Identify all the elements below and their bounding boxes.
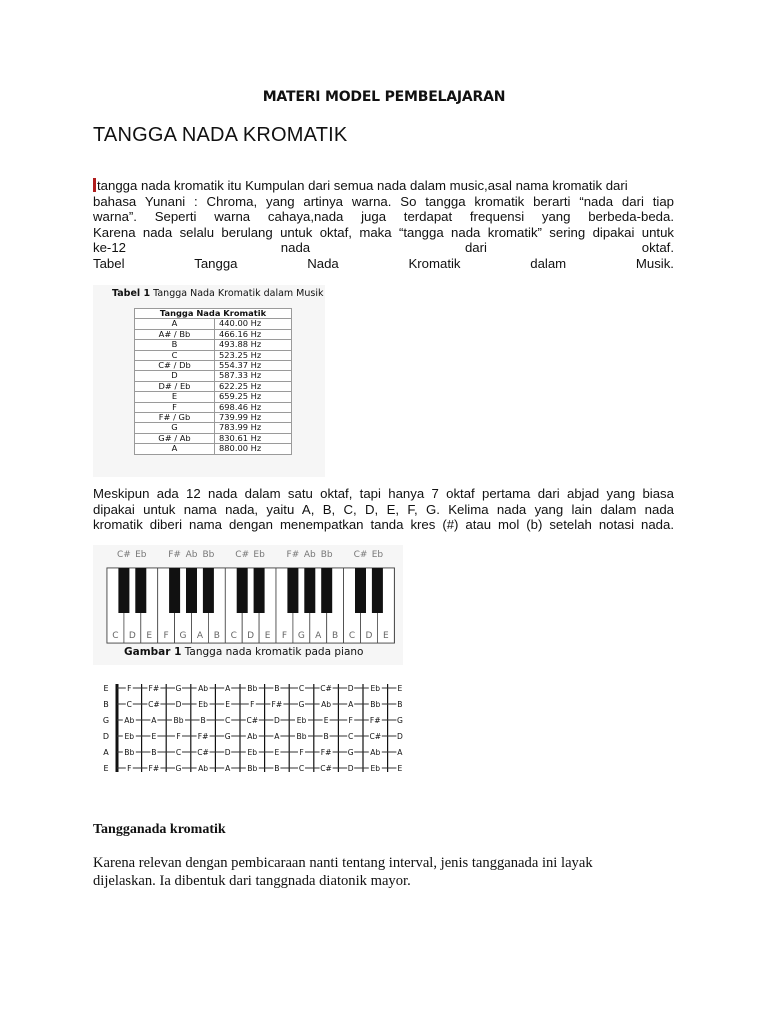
table-row bbox=[135, 402, 292, 412]
fret-note: A bbox=[225, 764, 231, 773]
note-cell: D bbox=[135, 371, 215, 381]
frequency-cell: 659.25 Hz bbox=[215, 392, 292, 402]
piano-caption-text: Tangga nada kromatik pada piano bbox=[184, 646, 364, 658]
fret-note: F# bbox=[369, 716, 381, 725]
closing-line-2: dijelaskan. Ia dibentuk dari tanggnada diatonik mayor. bbox=[93, 873, 411, 889]
fret-note: C bbox=[298, 764, 305, 773]
frequency-cell: 466.16 Hz bbox=[215, 329, 292, 339]
fret-note: B bbox=[200, 716, 206, 725]
black-key-label: C# bbox=[235, 550, 250, 560]
fret-note: C# bbox=[320, 764, 332, 773]
intro-line-4: Karena nada selalu berulang untuk oktaf, maka “tangga nada kromatik” sering dipakai untuk bbox=[93, 224, 674, 240]
word: oktaf. bbox=[641, 240, 674, 256]
black-key-label: F# bbox=[286, 550, 300, 560]
fret-note: F# bbox=[320, 748, 332, 757]
fret-note: A bbox=[397, 748, 403, 757]
fret-note: F# bbox=[197, 732, 209, 741]
fret-note: E bbox=[323, 716, 329, 725]
fret-note: Bb bbox=[370, 700, 381, 709]
frequency-table-figure bbox=[93, 285, 325, 477]
fret-note: B bbox=[397, 700, 403, 709]
fret-note: Ab bbox=[247, 732, 258, 741]
string-name: D bbox=[102, 732, 110, 741]
guitar-fretboard bbox=[93, 678, 403, 776]
frequency-cell: 587.33 Hz bbox=[215, 371, 292, 381]
fret-note: Ab bbox=[321, 700, 332, 709]
white-key-label: E bbox=[264, 631, 271, 641]
frequency-cell: 622.25 Hz bbox=[215, 381, 292, 391]
fret-note: F bbox=[348, 716, 353, 725]
note-cell: G bbox=[135, 423, 215, 433]
white-key-label: A bbox=[196, 631, 204, 641]
guitar-fretboard-figure bbox=[93, 678, 403, 776]
string-name: A bbox=[103, 748, 109, 757]
fret-note: D bbox=[224, 748, 231, 757]
table-row bbox=[135, 350, 292, 360]
second-paragraph bbox=[93, 486, 674, 533]
string-name: B bbox=[103, 700, 109, 709]
fret-note: Ab bbox=[198, 684, 209, 693]
fret-note: F# bbox=[148, 764, 160, 773]
fret-note: C# bbox=[246, 716, 259, 725]
table-caption bbox=[112, 288, 324, 299]
black-key bbox=[237, 568, 248, 613]
fret-note: D bbox=[175, 700, 182, 709]
table-caption-text: Tangga Nada Kromatik dalam Musik bbox=[153, 288, 324, 299]
black-key-label: Bb bbox=[320, 550, 333, 560]
black-key bbox=[287, 568, 298, 613]
black-key bbox=[186, 568, 197, 613]
word: nada bbox=[280, 240, 311, 256]
note-cell: B bbox=[135, 340, 215, 350]
fret-note: Eb bbox=[198, 700, 208, 709]
fret-note: Eb bbox=[296, 716, 307, 725]
white-key-label: A bbox=[315, 631, 322, 641]
fret-note: Eb bbox=[247, 748, 258, 757]
fret-note: C bbox=[175, 748, 182, 757]
fret-note: C# bbox=[148, 700, 160, 709]
black-key-label: Eb bbox=[135, 550, 147, 560]
black-key-label: C# bbox=[116, 550, 131, 560]
table-row bbox=[135, 444, 292, 454]
intro-line-3: warna”. Seperti warna cahaya,nada juga terdapat frequensi yang berbeda-beda. bbox=[93, 209, 674, 225]
fret-note: G bbox=[224, 732, 231, 741]
table-caption-label: Tabel 1 bbox=[112, 288, 151, 299]
intro-paragraph bbox=[93, 178, 674, 272]
table-row bbox=[135, 423, 292, 433]
black-key bbox=[321, 568, 332, 613]
table-row bbox=[135, 381, 292, 391]
fret-note: E bbox=[274, 748, 280, 757]
frequency-cell: 440.00 Hz bbox=[215, 319, 292, 329]
word: dalam bbox=[530, 255, 567, 271]
black-key bbox=[304, 568, 315, 613]
fret-note: G bbox=[175, 764, 182, 773]
fret-note: C# bbox=[369, 732, 382, 741]
word: Tangga bbox=[194, 255, 238, 271]
white-key-label: E bbox=[146, 631, 153, 641]
fret-note: A bbox=[151, 716, 157, 725]
table-row bbox=[135, 392, 292, 402]
note-cell: A bbox=[135, 319, 215, 329]
para2-line-1: Meskipun ada 12 nada dalam satu oktaf, tapi hanya 7 oktaf pertama dari abjad yang biasa bbox=[93, 486, 674, 501]
black-key-label: C# bbox=[353, 550, 368, 560]
frequency-cell: 739.99 Hz bbox=[215, 413, 292, 423]
fret-note: G bbox=[396, 716, 403, 725]
black-key-label: Ab bbox=[185, 550, 198, 560]
fret-note: C bbox=[225, 716, 231, 725]
fret-note: Bb bbox=[173, 716, 184, 725]
fret-note: A bbox=[348, 700, 354, 709]
fret-note: C bbox=[348, 732, 354, 741]
black-key-label: F# bbox=[168, 550, 181, 560]
table-row bbox=[135, 361, 292, 371]
fret-note: D bbox=[396, 732, 403, 741]
fret-note: Bb bbox=[247, 684, 258, 693]
fret-note: Eb bbox=[370, 764, 381, 773]
white-key-label: F bbox=[163, 631, 169, 641]
table-row bbox=[135, 433, 292, 443]
page-title: TANGGA NADA KROMATIK bbox=[93, 124, 348, 146]
fret-note: D bbox=[347, 684, 354, 693]
fret-note: E bbox=[151, 732, 157, 741]
white-key-label: D bbox=[128, 631, 136, 641]
fret-note: A bbox=[274, 732, 280, 741]
frequency-table bbox=[134, 308, 292, 455]
black-key bbox=[372, 568, 383, 613]
black-key-label: Bb bbox=[202, 550, 215, 560]
string-name: E bbox=[103, 684, 109, 693]
fret-note: F bbox=[127, 684, 132, 693]
frequency-cell: 493.88 Hz bbox=[215, 340, 292, 350]
white-key-label: B bbox=[332, 631, 339, 641]
fret-note: Bb bbox=[247, 764, 258, 773]
note-cell: F bbox=[135, 402, 215, 412]
frequency-cell: 830.61 Hz bbox=[215, 433, 292, 443]
black-key bbox=[169, 568, 180, 613]
white-key-label: E bbox=[383, 631, 389, 641]
note-cell: A bbox=[135, 444, 215, 454]
black-key bbox=[203, 568, 214, 613]
table-row bbox=[135, 329, 292, 339]
fret-note: G bbox=[298, 700, 305, 709]
fret-note: F# bbox=[271, 700, 283, 709]
fret-note: Bb bbox=[124, 748, 135, 757]
text-cursor bbox=[93, 178, 96, 192]
fret-note: F bbox=[299, 748, 304, 757]
fret-note: F bbox=[250, 700, 255, 709]
note-cell: C bbox=[135, 350, 215, 360]
piano-keyboard bbox=[93, 545, 403, 645]
word: Nada bbox=[307, 255, 339, 271]
fret-note: Eb bbox=[124, 732, 135, 741]
fret-note: D bbox=[347, 764, 354, 773]
note-cell: C# / Db bbox=[135, 361, 215, 371]
white-key-label: D bbox=[365, 631, 373, 641]
fret-note: Eb bbox=[370, 684, 381, 693]
white-key-label: B bbox=[213, 631, 220, 641]
black-key bbox=[118, 568, 129, 613]
fret-note: C# bbox=[320, 684, 332, 693]
section-title: Tangganada kromatik bbox=[93, 822, 226, 837]
intro-line-1: tangga nada kromatik itu Kumpulan dari semua nada dalam music,asal nama kromatik dari bbox=[97, 178, 628, 193]
para2-line-3: kromatik diberi nama dengan menempatkan tanda kres (#) atau mol (b) setelah notasi nada. bbox=[93, 517, 674, 533]
fret-note: Ab bbox=[370, 748, 381, 757]
black-key-label: Eb bbox=[371, 550, 384, 560]
frequency-cell: 880.00 Hz bbox=[215, 444, 292, 454]
table-row bbox=[135, 319, 292, 329]
fret-note: G bbox=[175, 684, 182, 693]
fret-note: F# bbox=[148, 684, 160, 693]
black-key bbox=[355, 568, 366, 613]
para2-line-2: dipakai untuk nama nada, yaitu A, B, C, D, E, F, G. Kelima nada yang lain dalam nada bbox=[93, 501, 674, 517]
fret-note: F bbox=[176, 732, 181, 741]
white-key-label: G bbox=[179, 631, 187, 641]
intro-line-6 bbox=[93, 256, 674, 272]
white-key-label: C bbox=[230, 631, 237, 641]
fret-note: C bbox=[298, 684, 305, 693]
frequency-cell: 783.99 Hz bbox=[215, 423, 292, 433]
fret-note: B bbox=[323, 732, 329, 741]
intro-line-2: bahasa Yunani : Chroma, yang artinya warna. So tangga kromatik berarti “nada dari tiap bbox=[93, 193, 674, 209]
fret-note: E bbox=[225, 700, 231, 709]
white-key-label: C bbox=[348, 631, 356, 641]
fret-note: Bb bbox=[296, 732, 307, 741]
word: ke-12 bbox=[93, 240, 126, 256]
word: Kromatik bbox=[408, 255, 461, 271]
string-name: G bbox=[102, 716, 110, 725]
piano-figure bbox=[93, 545, 403, 665]
fret-note: C bbox=[126, 700, 132, 709]
fret-note: B bbox=[151, 748, 157, 757]
fret-note: C# bbox=[197, 748, 209, 757]
piano-caption bbox=[124, 646, 363, 658]
fret-note: E bbox=[397, 764, 403, 773]
fret-note: A bbox=[225, 684, 231, 693]
white-key-label: F bbox=[281, 631, 288, 641]
note-cell: E bbox=[135, 392, 215, 402]
note-cell: A# / Bb bbox=[135, 329, 215, 339]
note-cell: G# / Ab bbox=[135, 433, 215, 443]
fret-note: F bbox=[127, 764, 132, 773]
fret-note: B bbox=[274, 684, 280, 693]
closing-line-1: Karena relevan dengan pembicaraan nanti tentang interval, jenis tangganada ini layak bbox=[93, 855, 593, 871]
frequency-cell: 523.25 Hz bbox=[215, 350, 292, 360]
string-name: E bbox=[103, 764, 109, 773]
closing-paragraph bbox=[93, 854, 653, 890]
frequency-cell: 554.37 Hz bbox=[215, 361, 292, 371]
fret-note: Ab bbox=[124, 716, 135, 725]
word: Tabel bbox=[93, 255, 125, 271]
black-key-label: Ab bbox=[303, 550, 316, 560]
white-key-label: G bbox=[297, 631, 305, 641]
white-key-label: C bbox=[112, 631, 119, 641]
note-cell: F# / Gb bbox=[135, 413, 215, 423]
fret-note: B bbox=[274, 764, 280, 773]
table-row bbox=[135, 413, 292, 423]
black-key bbox=[254, 568, 265, 613]
frequency-cell: 698.46 Hz bbox=[215, 402, 292, 412]
word: Musik. bbox=[635, 255, 674, 271]
white-key-label: D bbox=[247, 631, 255, 641]
black-key bbox=[135, 568, 146, 613]
fret-note: G bbox=[347, 748, 354, 757]
intro-line-5 bbox=[93, 240, 674, 256]
fret-note: D bbox=[273, 716, 280, 725]
document-heading: MATERI MODEL PEMBELAJARAN bbox=[262, 89, 506, 105]
fret-note: Ab bbox=[198, 764, 209, 773]
table-row bbox=[135, 340, 292, 350]
word: dari bbox=[464, 240, 487, 256]
note-cell: D# / Eb bbox=[135, 381, 215, 391]
table-header: Tangga Nada Kromatik bbox=[135, 309, 292, 319]
piano-caption-label: Gambar 1 bbox=[124, 646, 182, 658]
fret-note: E bbox=[397, 684, 403, 693]
black-key-label: Eb bbox=[253, 550, 265, 560]
table-row bbox=[135, 371, 292, 381]
